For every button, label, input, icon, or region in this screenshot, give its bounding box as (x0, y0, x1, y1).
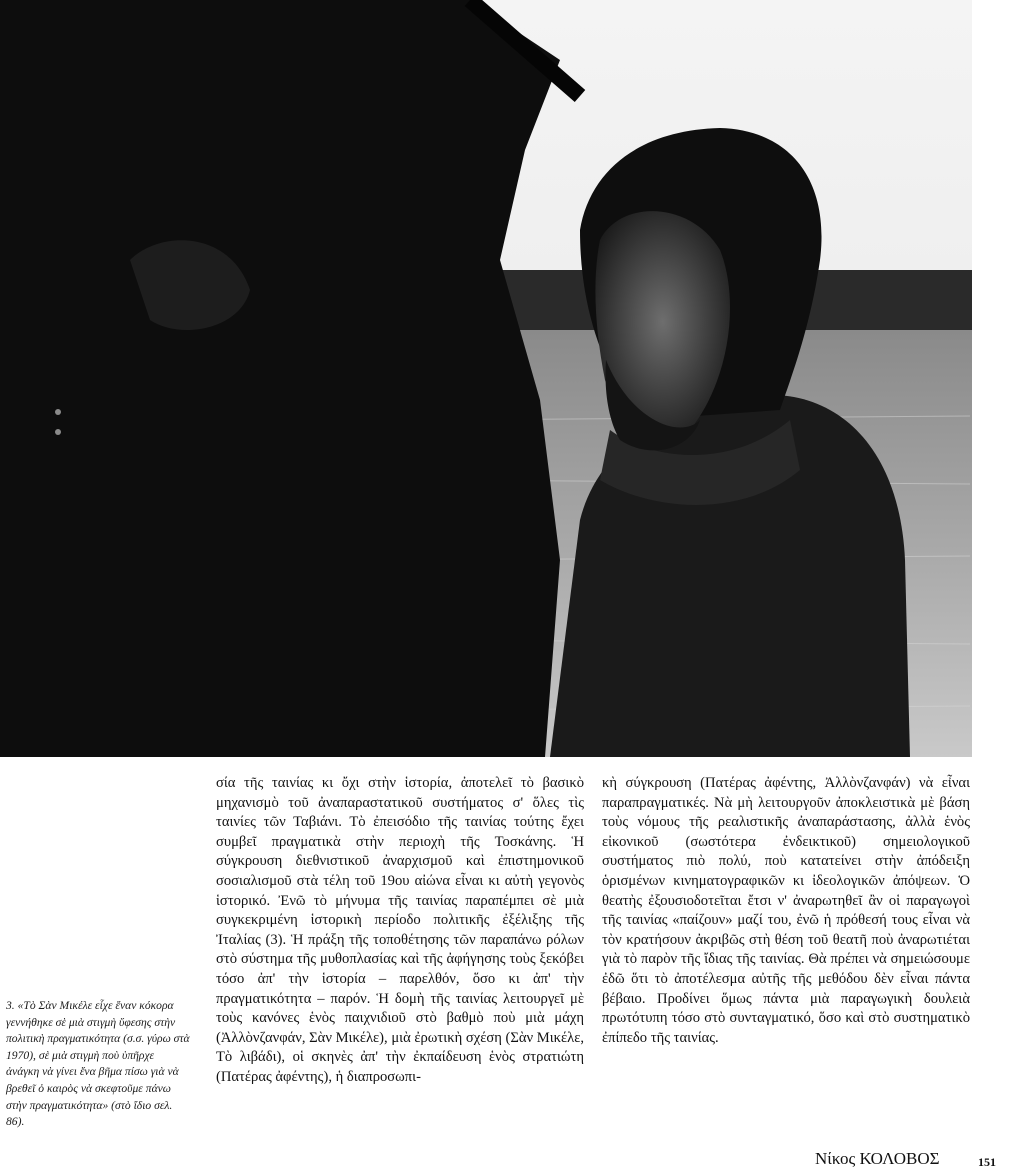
column-right-text: κὴ σύγκρουση (Πατέρας ἀφέντης, Ἀλλὸνζανφάν) νὰ εἶναι παραπραγματικές. Νὰ μὴ λειτουργοῦν ἀποκλειστικὰ μὲ βάση τοὺς νόμους τῆς ρεαλιστικῆς ἀναπαράστασης, ἀλλὰ ἑνὸς εἰκονικοῦ (σωστότερα ἐνδεικτικοῦ) σημειολογικοῦ συστήματος πιὸ πολύ, ποὺ κατατείνει στὴν ἀπόδειξη ὁρισμένων κινηματογραφικῶν κι ἰδεολογικῶν ἀπόψεων. Ὁ θεατὴς ἐξουσιοδοτεῖται ἔτσι ν' ἀναρωτηθεῖ ἂν οἱ παραγωγοὶ τῆς ταινίας «παίζουν» μαζί του, ἐνῶ ἡ πρόθεσή τους εἶναι νὰ τὸν κρατήσουν ἀκριβῶς στὴ θέση τοῦ θεατῆ ποὺ ἀναρωτιέται γιὰ τὸ παρὸν τῆς ἴδιας τῆς ταινίας. Θὰ πρέπει νὰ σημειώσουμε ἐδῶ ὅτι τὸ ἀποτέλεσμα αὐτῆς τῆς μεθόδου δὲν εἶναι πάντα βέβαιο. Προδίνει ὅμως πάντα μιὰ παραγωγικὴ δουλειὰ πρωτότυπη τόσο στὸ συνταγματικό, ὅσο καὶ στὸ συστηματικὸ ἐπίπεδο τῆς ταινίας. (602, 775, 970, 1046)
page-number: 151 (978, 1155, 996, 1169)
body-column-right (602, 774, 970, 1048)
footnote-text: 3. «Τὸ Σὰν Μικέλε εἶχε ἕναν κόκορα γεννήθηκε σὲ μιὰ στιγμὴ ὕφεσης στὴν πολιτικὴ πραγματικότητα (σ.σ. γύρω στὰ 1970), σὲ μιὰ στιγμὴ ποὺ ὑπῆρχε ἀνάγκη νὰ γίνει ἕνα βῆμα πίσω γιὰ νὰ βρεθεῖ ὁ καιρὸς νὰ σκεφτοῦμε πάνω στὴν πραγματικότητα» (στὸ ἴδιο σελ. 86). (6, 999, 190, 1129)
column-middle-text: σία τῆς ταινίας κι ὄχι στὴν ἱστορία, ἀποτελεῖ τὸ βασικὸ μηχανισμὸ τοῦ ἀναπαραστατικοῦ συστήματος σ' ὅλες τὶς ταινίες τῶν Ταβιάνι. Τὸ ἐπεισόδιο τῆς ταινίας τούτης ἔχει συμβεῖ πραγματικὰ στὴν περιοχὴ τῆς Τοσκάνης. Ἡ σύγκρουση διεθνιστικοῦ ἀναρχισμοῦ καὶ ἐπιστημονικοῦ σοσιαλισμοῦ στὰ τέλη τοῦ 19ου αἰώνα εἶναι κι αὐτὴ γεγονὸς ἱστορικό. Ἐνῶ τὸ μήνυμα τῆς ταινίας παραπέμπει σὲ μιὰ συγκεκριμένη ἱστορικὴ περίοδο πολιτικῆς ἐξέλιξης τῆς Ἰταλίας (3). Ἡ πράξη τῆς τοποθέτησης τῶν παραπάνω ρόλων στὸ σύστημα τῆς μυθοπλασίας καὶ τῆς ἀφήγησης τοὺς ξεκόβει τόσο ἀπ' τὴν ἱστορία – παρελθόν, ὅσο κι ἀπ' τὴν πραγματικότητα – παρόν. Ἡ δομὴ τῆς ταινίας λειτουργεῖ μὲ τοὺς κανόνες ἑνὸς παιχνιδιοῦ στὸ βαθμὸ ποὺ μιὰ μάχη (Ἀλλὸνζανφάν, Σὰν Μικέλε), μιὰ ἐρωτικὴ σχέση (Σὰν Μικέλε, Τὸ λιβάδι), οἱ σκηνὲς ἀπ' τὴν ἐκπαίδευση ἑνὸς στρατιώτη (Πατέρας ἀφέντης), ἡ διαπροσωπι- (216, 775, 584, 1085)
author-signature: Νίκος ΚΟΛΟΒΟΣ (815, 1149, 940, 1168)
body-column-middle (216, 774, 584, 1088)
footnote (6, 998, 190, 1131)
